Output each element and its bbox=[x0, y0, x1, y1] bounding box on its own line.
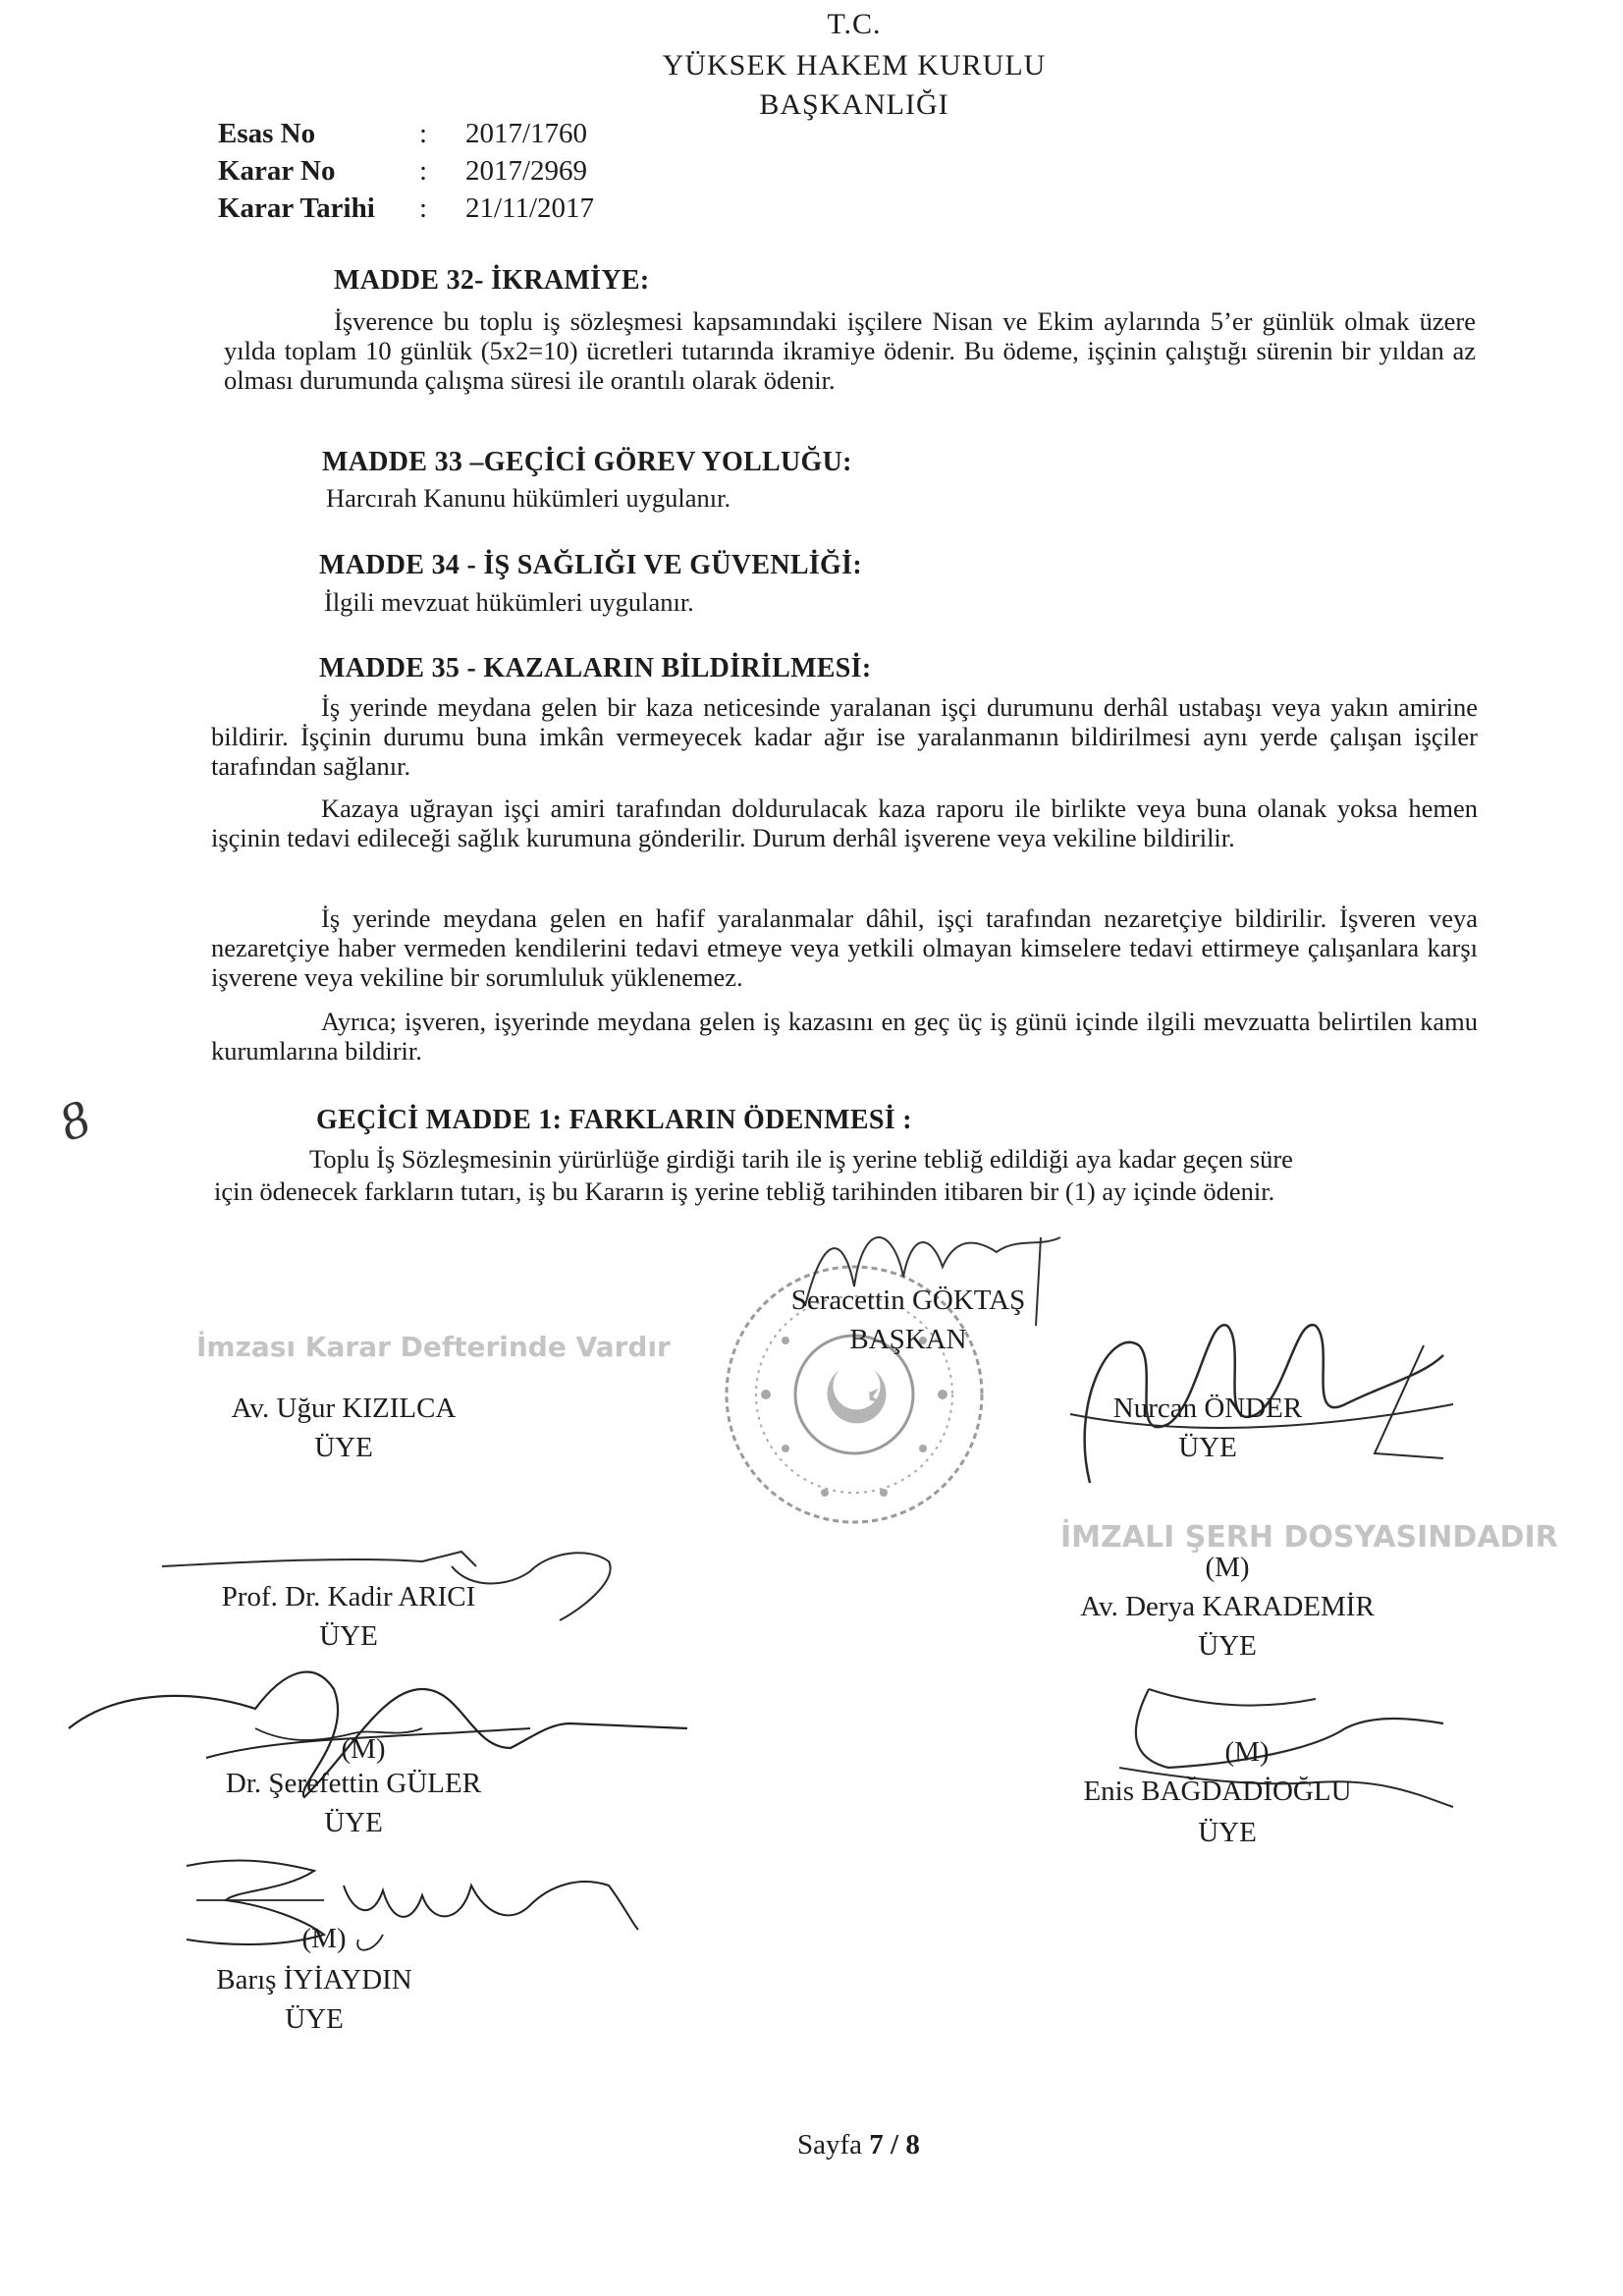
page-label: Sayfa bbox=[797, 2129, 863, 2160]
meta-colon: : bbox=[419, 192, 428, 224]
arici-name: Prof. Dr. Kadir ARICI bbox=[221, 1581, 476, 1613]
signature-book-stamp: İmzası Karar Defterinde Vardır bbox=[196, 1331, 671, 1363]
meta-label: Karar No bbox=[218, 155, 336, 187]
karademir-role: ÜYE bbox=[1198, 1630, 1257, 1662]
article-32-body: İşverence bu toplu iş sözleşmesi kapsamındaki işçilere Nisan ve Ekim aylarında 5’er günlük olmak üzere yılda toplam 10 günlük (5x2=10) ücretleri tutarında ikramiye ödenir. Bu ödeme, işçinin çalıştığı sürenin bir yıldan az olması durumunda çalışma süresi ile orantılı olarak ödenir. bbox=[224, 306, 1476, 395]
bagdadioglu-role: ÜYE bbox=[1198, 1817, 1257, 1848]
page-number bbox=[797, 2129, 920, 2161]
arici-role: ÜYE bbox=[319, 1620, 378, 1652]
temporary-article-1-line-1: Toplu İş Sözleşmesinin yürürlüğe girdiği tarih ile iş yerine tebliğ edildiği aya kadar geçen süre bbox=[309, 1144, 1293, 1174]
article-35-paragraph-4: Ayrıca; işveren, işyerinde meydana gelen iş kazasını en geç üç iş günü içinde ilgili mevzuatta belirtilen kamu kurumlarına bildirir. bbox=[211, 1007, 1478, 1066]
dissent-on-file-stamp: İMZALI ŞERH DOSYASINDADIR bbox=[1060, 1520, 1558, 1555]
article-34-body: İlgili mevzuat hükümleri uygulanır. bbox=[324, 587, 694, 617]
margin-mark: 8 bbox=[51, 1088, 97, 1153]
bagdadioglu-note: (M) bbox=[1224, 1736, 1270, 1768]
meta-value: 2017/2969 bbox=[465, 155, 588, 187]
article-35-paragraph-3: İş yerinde meydana gelen en hafif yaralanmalar dâhil, işçi tarafından nezaretçiye bildirilir. İşveren veya nezaretçiye haber vermeden kendilerini tedavi etmeye veya yetkili olmayan kimselere tedavi ettirmeye çalışanlara karşı işverene veya vekiline bir sorumluluk yüklenemez. bbox=[211, 903, 1478, 992]
meta-colon: : bbox=[419, 118, 428, 149]
temporary-article-1-title: GEÇİCİ MADDE 1: FARKLARIN ÖDENMESİ : bbox=[316, 1105, 912, 1135]
meta-colon: : bbox=[419, 155, 428, 187]
article-35-paragraph-2: Kazaya uğrayan işçi amiri tarafından doldurulacak kaza raporu ile birlikte veya buna olanak yoksa hemen işçinin tedavi edileceği sağlık kurumuna gönderilir. Durum derhâl işverene veya vekiline bildirilir. bbox=[211, 793, 1478, 852]
kizilca-name: Av. Uğur KIZILCA bbox=[231, 1393, 457, 1424]
page-total: 8 bbox=[905, 2129, 920, 2160]
meta-value: 21/11/2017 bbox=[465, 192, 595, 224]
iyiaydin-role: ÜYE bbox=[285, 2003, 344, 2035]
karademir-name: Av. Derya KARADEMİR bbox=[1080, 1591, 1375, 1622]
iyiaydin-note: (M) bbox=[301, 1923, 347, 1954]
onder-role: ÜYE bbox=[1178, 1432, 1237, 1463]
meta-label: Esas No bbox=[218, 118, 316, 149]
bagdadioglu-name: Enis BAĞDADİOĞLU bbox=[1083, 1776, 1352, 1807]
onder-name: Nurcan ÖNDER bbox=[1112, 1393, 1303, 1424]
article-33-body: Harcırah Kanunu hükümleri uygulanır. bbox=[326, 483, 731, 513]
article-35-paragraph-1: İş yerinde meydana gelen bir kaza neticesinde yaralanan işçi durumunu derhâl ustabaşı veya yakın amirine bildirir. İşçinin durumu buna imkân vermeyecek kadar ağır ise yaralanmanın bildirilmesi aynı yerde çalışan işçiler tarafından sağlanır. bbox=[211, 692, 1478, 781]
temporary-article-1-line-2: için ödenecek farkların tutarı, iş bu Kararın iş yerine tebliğ tarihinden itibaren bir (1) ay içinde ödenir. bbox=[214, 1176, 1275, 1206]
header-line-presidency: BAŞKANLIĞI bbox=[759, 88, 949, 121]
header-line-tc: T.C. bbox=[827, 8, 882, 40]
guler-name: Dr. Şerefettin GÜLER bbox=[225, 1768, 482, 1799]
meta-label: Karar Tarihi bbox=[218, 192, 375, 224]
meta-value: 2017/1760 bbox=[465, 118, 588, 149]
article-33-title: MADDE 33 –GEÇİCİ GÖREV YOLLUĞU: bbox=[322, 447, 852, 477]
article-34-title: MADDE 34 - İŞ SAĞLIĞI VE GÜVENLİĞİ: bbox=[319, 550, 862, 580]
page-current: 7 bbox=[869, 2129, 884, 2160]
article-32-title: MADDE 32- İKRAMİYE: bbox=[334, 265, 650, 296]
president-name: Seracettin GÖKTAŞ bbox=[790, 1285, 1026, 1316]
karademir-note: (M) bbox=[1205, 1552, 1250, 1583]
guler-note: (M) bbox=[341, 1733, 386, 1765]
header-line-court: YÜKSEK HAKEM KURULU bbox=[662, 49, 1047, 82]
iyiaydin-name: Barış İYİAYDIN bbox=[216, 1964, 412, 1995]
iyiaydin-signature bbox=[177, 1846, 648, 1964]
kizilca-role: ÜYE bbox=[314, 1432, 373, 1463]
article-35-title: MADDE 35 - KAZALARIN BİLDİRİLMESİ: bbox=[319, 653, 872, 683]
president-role: BAŞKAN bbox=[849, 1324, 967, 1355]
guler-role: ÜYE bbox=[324, 1807, 383, 1838]
page-separator: / bbox=[891, 2129, 899, 2160]
